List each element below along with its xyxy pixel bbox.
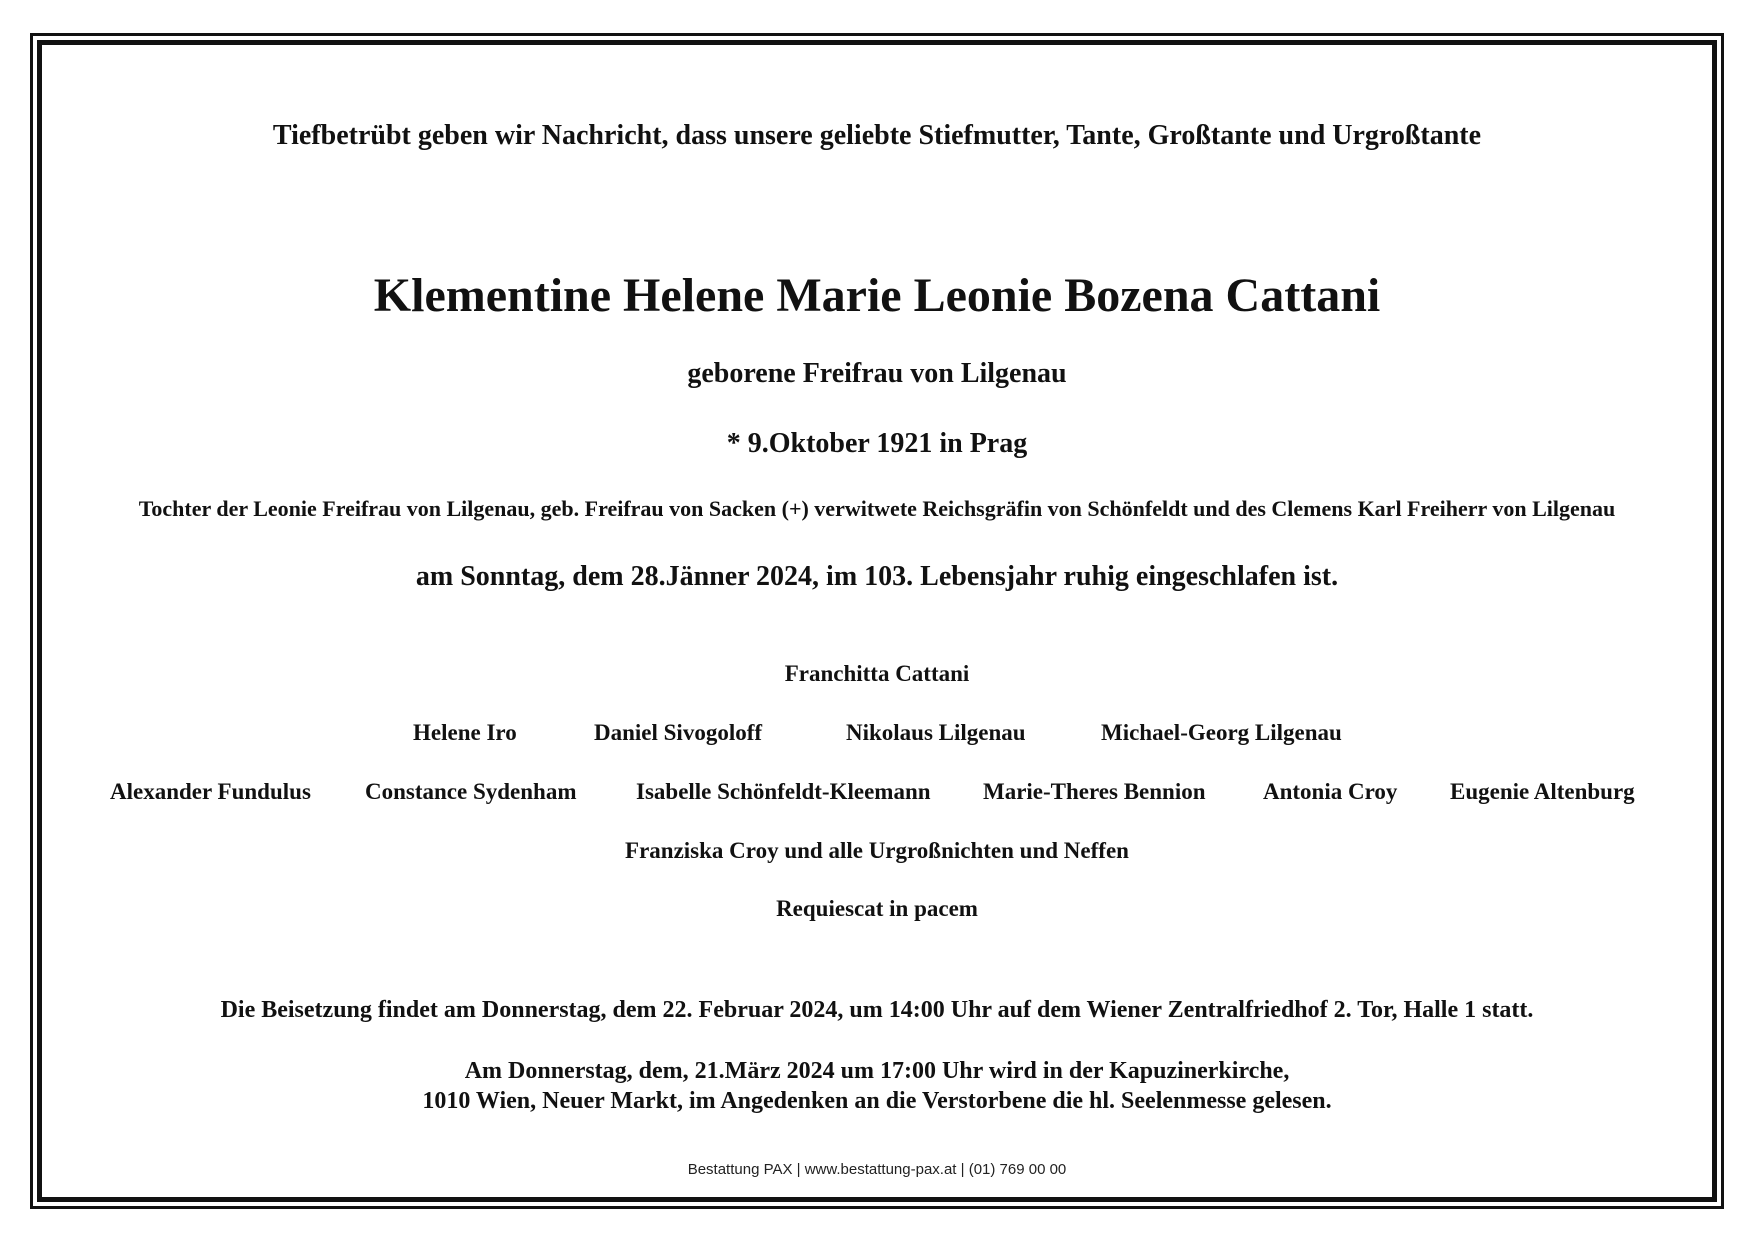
mourner-primary: Franchitta Cattani (784, 661, 970, 686)
parents-text: Tochter der Leonie Freifrau von Lilgenau, geb. Freifrau von Sacken (+) verwitwete Reichsgräfin von Schönfeldt und des Clemens Karl Freiherr von Lilgenau (138, 496, 1616, 521)
mourner-name: Michael-Georg Lilgenau (1101, 720, 1342, 745)
burial-info: Die Beisetzung findet am Donnerstag, dem 22. Februar 2024, um 14:00 Uhr auf dem Wiener Zentralfriedhof 2. Tor, Halle 1 statt. (220, 997, 1534, 1023)
mourners-closing: Franziska Croy und alle Urgroßnichten und Neffen (625, 838, 1129, 863)
inner-border (37, 40, 1717, 1202)
mourner-name: Isabelle Schönfeldt-Kleemann (636, 779, 931, 804)
requiescat-text: Requiescat in pacem (776, 896, 978, 921)
mourner-name: Daniel Sivogoloff (594, 720, 763, 745)
mass-info-line-1: Am Donnerstag, dem, 21.März 2024 um 17:00 Uhr wird in der Kapuzinerkirche, (464, 1058, 1290, 1084)
deceased-name: Klementine Helene Marie Leonie Bozena Cattani (373, 269, 1381, 322)
death-date: am Sonntag, dem 28.Jänner 2024, im 103. Lebensjahr ruhig eingeschlafen ist. (415, 561, 1339, 592)
mourner-name: Alexander Fundulus (110, 779, 311, 804)
mourner-name: Helene Iro (413, 720, 517, 745)
maiden-name: geborene Freifrau von Lilgenau (687, 358, 1067, 389)
funeral-home-footer: Bestattung PAX | www.bestattung-pax.at | (01) 769 00 00 (687, 1161, 1067, 1178)
intro-text: Tiefbetrübt geben wir Nachricht, dass unsere geliebte Stiefmutter, Tante, Großtante und Urgroßtante (272, 120, 1482, 151)
mourner-name: Constance Sydenham (365, 779, 577, 804)
mass-info-line-2: 1010 Wien, Neuer Markt, im Angedenken an die Verstorbene die hl. Seelenmesse gelesen. (422, 1088, 1332, 1114)
mourner-name: Antonia Croy (1263, 779, 1398, 804)
mourner-name: Eugenie Altenburg (1450, 779, 1635, 804)
mourner-name: Nikolaus Lilgenau (846, 720, 1026, 745)
birth-date: * 9.Oktober 1921 in Prag (726, 428, 1028, 459)
mourner-name: Marie-Theres Bennion (983, 779, 1206, 804)
